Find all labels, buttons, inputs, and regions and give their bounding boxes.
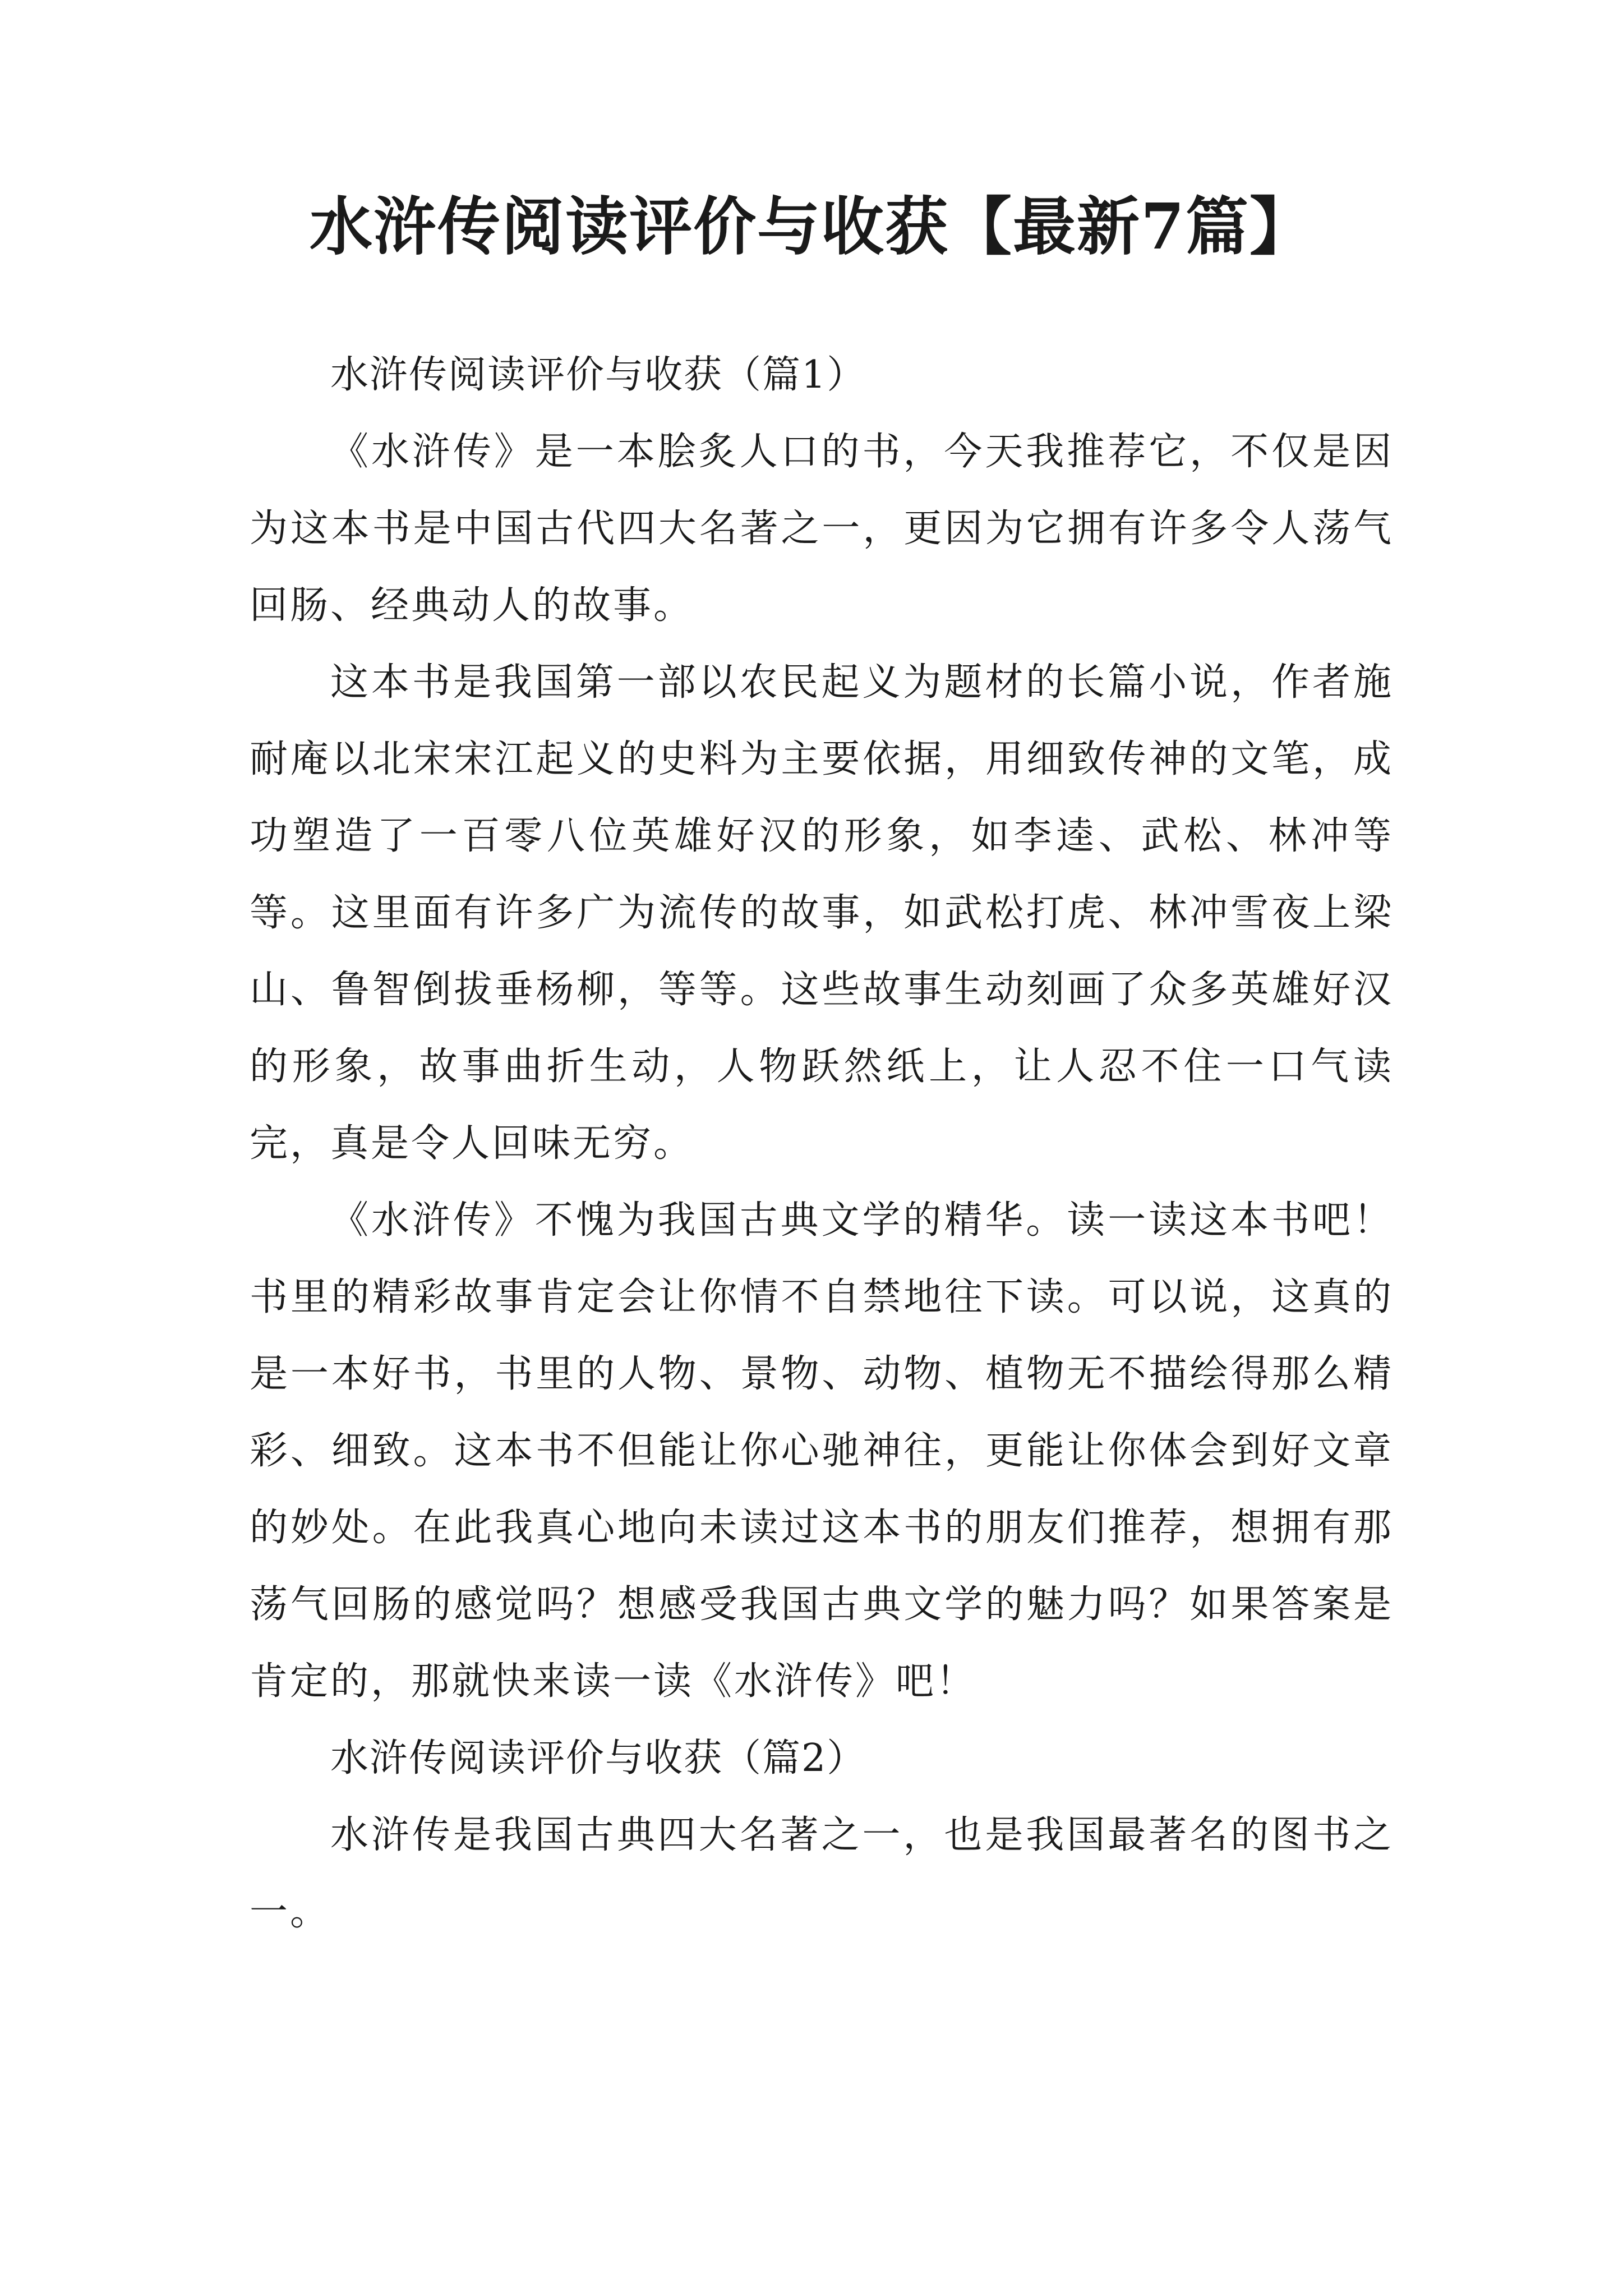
- document-body: [250, 337, 1394, 1950]
- paragraph: 《水浒传》不愧为我国古典文学的精华。读一读这本书吧！书里的精彩故事肯定会让你情不自禁地往下读。可以说，这真的是一本好书，书里的人物、景物、动物、植物无不描绘得那么精彩、细致。这本书不但能让你心驰神往，更能让你体会到好文章的妙处。在此我真心地向未读过这本书的朋友们推荐，想拥有那荡气回肠的感觉吗？想感受我国古典文学的魅力吗？如果答案是肯定的，那就快来读一读《水浒传》吧！: [250, 1198, 1394, 1704]
- paragraph: 《水浒传》是一本脍炙人口的书，今天我推荐它，不仅是因为这本书是中国古代四大名著之一，更因为它拥有许多令人荡气回肠、经典动人的故事。: [250, 430, 1394, 628]
- paragraph: 这本书是我国第一部以农民起义为题材的长篇小说，作者施耐庵以北宋宋江起义的史料为主要依据，用细致传神的文笔，成功塑造了一百零八位英雄好汉的形象，如李逵、武松、林冲等等。这里面有许多广为流传的故事，如武松打虎、林冲雪夜上梁山、鲁智倒拔垂杨柳，等等。这些故事生动刻画了众多英雄好汉的形象，故事曲折生动，人物跃然纸上，让人忍不住一口气读完，真是令人回味无穷。: [250, 660, 1394, 1166]
- section-heading: 水浒传阅读评价与收获（篇1）: [330, 353, 866, 397]
- paragraph: 水浒传是我国古典四大名著之一，也是我国最著名的图书之一。: [250, 1813, 1394, 1934]
- section-heading: 水浒传阅读评价与收获（篇2）: [330, 1736, 866, 1780]
- document-title: 水浒传阅读评价与收获【最新7篇】: [310, 190, 1313, 264]
